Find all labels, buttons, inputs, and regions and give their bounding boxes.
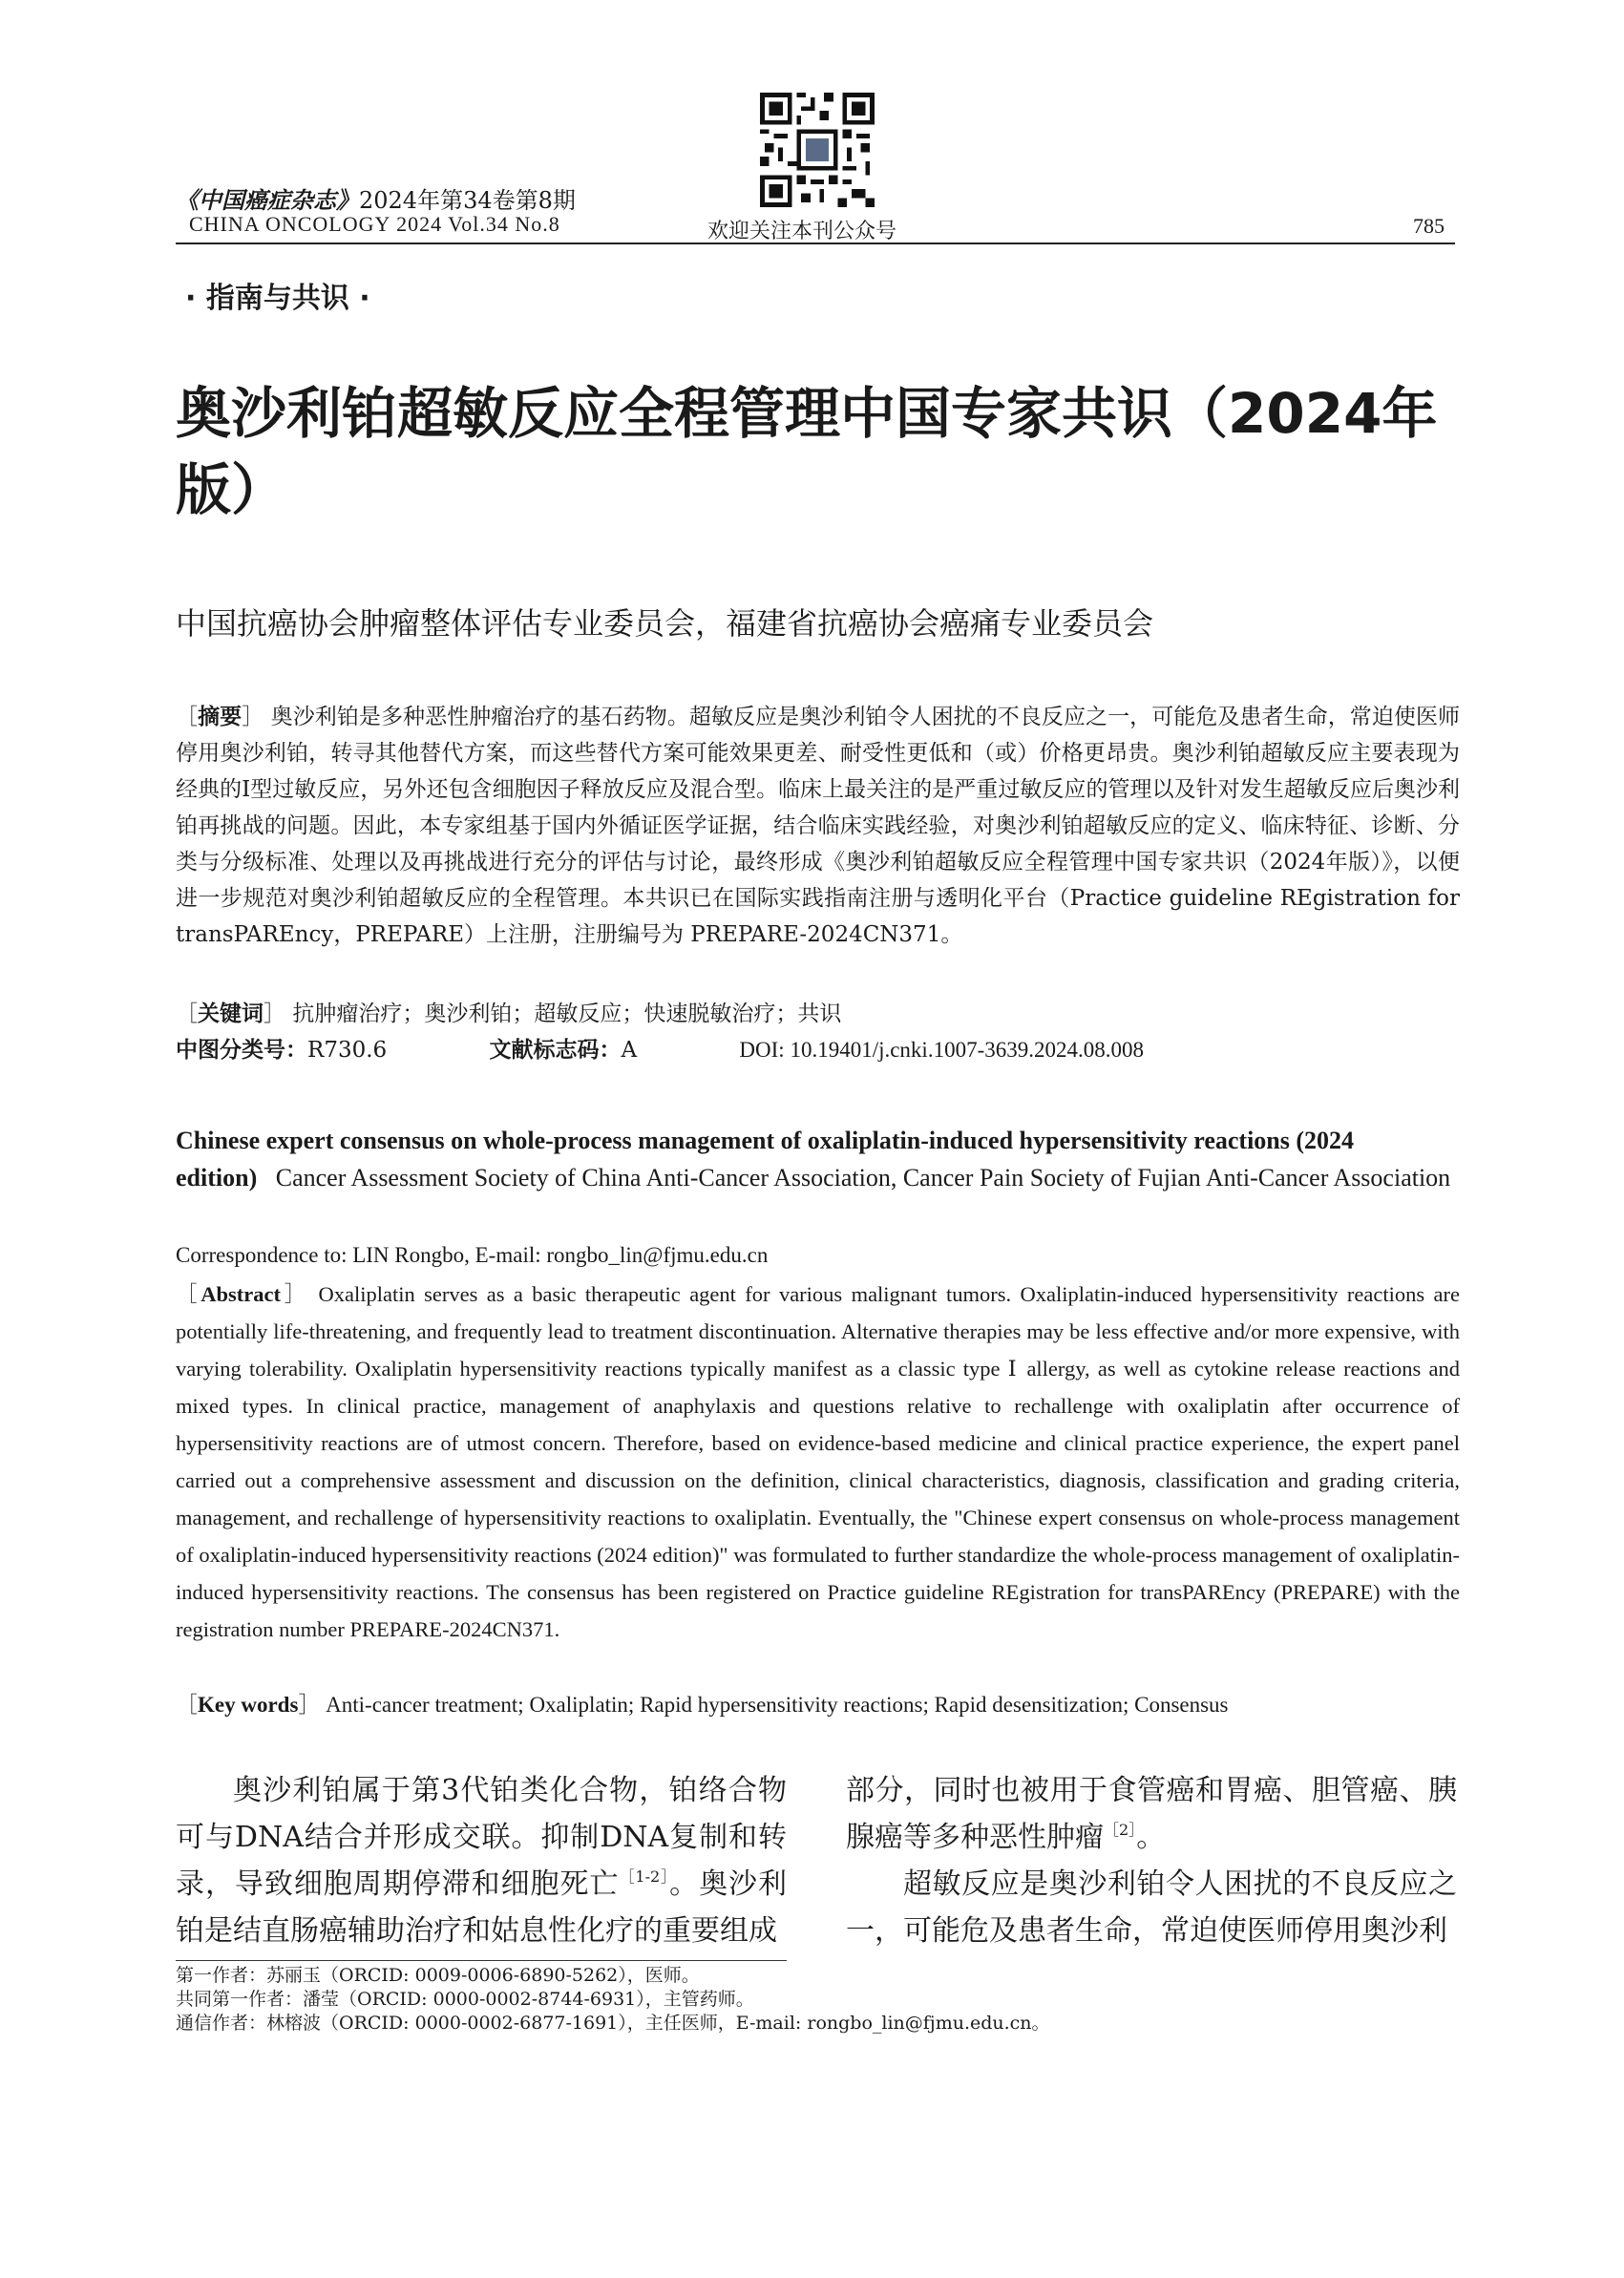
doi-text: DOI: 10.19401/j.cnki.1007-3639.2024.08.008 (739, 1038, 1144, 1062)
journal-header-cn (176, 181, 576, 215)
journal-issue: 2024年第34卷第8期 (359, 187, 576, 214)
page-number: 785 (1413, 214, 1445, 238)
abstract-cn-label: 摘要 (198, 705, 243, 729)
qr-code-icon (760, 93, 875, 207)
abstract-cn: ［摘要］ 奥沙利铂是多种恶性肿瘤治疗的基石药物。超敏反应是奥沙利铂令人困扰的不良反应之一，可能危及患者生命，常迫使医师停用奥沙利铂，转寻其他替代方案，而这些替代方案可能效果更差、耐受性更低和（或）价格更昂贵。奥沙利铂超敏反应主要表现为经典的Ⅰ型过敏反应，另外还包含细胞因子释放反应及混合型。临床上最关注的是严重过敏反应的管理以及针对发生超敏反应后奥沙利铂再挑战的问题。因此，本专家组基于国内外循证医学证据，结合临床实践经验，对奥沙利铂超敏反应的定义、临床特征、诊断、分类与分级标准、处理以及再挑战进行充分的评估与讨论，最终形成《奥沙利铂超敏反应全程管理中国专家共识（2024年版）》，以便进一步规范对奥沙利铂超敏反应的全程管理。本共识已在国际实践指南注册与透明化平台（Practice guideline REgistration for transPAREncy，PREPARE）上注册，注册编号为 PREPARE-2024CN371。 (176, 705, 1461, 947)
qr-caption: 欢迎关注本刊公众号 (707, 220, 897, 243)
keywords-en-label: Key words (198, 1693, 299, 1717)
body-paragraph: 超敏反应是奥沙利铂令人困扰的不良反应之一，可能危及患者生命，常迫使医师停用奥沙利 (846, 1867, 1457, 1948)
journal-header-en: CHINA ONCOLOGY 2024 Vol.34 No.8 (189, 212, 560, 236)
keywords-en-text: Anti-cancer treatment; Oxaliplatin; Rapid hypersensitivity reactions; Rapid desensitization; Consensus (326, 1693, 1229, 1717)
doc-code-value: A (621, 1038, 638, 1063)
article-authors: 中国抗癌协会肿瘤整体评估专业委员会，福建省抗癌协会癌痛专业委员会 (176, 605, 1154, 642)
body-paragraph: 部分，同时也被用于食管癌和胃癌、胆管癌、胰腺癌等多种恶性肿瘤$^{[2]}$。 (846, 1774, 1457, 1854)
abstract-cn-text: 奥沙利铂是多种恶性肿瘤治疗的基石药物。超敏反应是奥沙利铂令人困扰的不良反应之一，可能危及患者生命，常迫使医师停用奥沙利铂，转寻其他替代方案，而这些替代方案可能效果更差、耐受性更低和（或）价格更昂贵。奥沙利铂超敏反应主要表现为经典的Ⅰ型过敏反应，另外还包含细胞因子释放反应及混合型。临床上最关注的是严重过敏反应的管理以及针对发生超敏反应后奥沙利铂再挑战的问题。因此，本专家组基于国内外循证医学证据，结合临床实践经验，对奥沙利铂超敏反应的定义、临床特征、诊断、分类与分级标准、处理以及再挑战进行充分的评估与讨论，最终形成《奥沙利铂超敏反应全程管理中国专家共识（2024年版）》，以便进一步规范对奥沙利铂超敏反应的全程管理。本共识已在国际实践指南注册与透明化平台（Practice guideline REgistration for transPAREncy，PREPARE）上注册，注册编号为 PREPARE-2024CN371。 (176, 705, 1461, 947)
abstract-en-text: Oxaliplatin serves as a basic therapeutic agent for various malignant tumors. Oxaliplatin-induced hypersensitivity reactions are potentially life-threatening, and frequently lead to treatment discontinuation. Alternative therapies may be less effective and/or more expensive, with varying tolerability. Oxaliplatin hypersensitivity reactions typically manifest as a classic type Ⅰ allergy, as well as cytokine release reactions and mixed types. In clinical practice, management of anaphylaxis and questions relative to rechallenge with oxaliplatin after occurrence of hypersensitivity reactions are of utmost concern. Therefore, based on evidence-based medicine and clinical practice experience, the expert panel carried out a comprehensive assessment and discussion on the definition, clinical characteristics, diagnosis, classification and grading criteria, management, and rechallenge of hypersensitivity reactions to oxaliplatin. Eventually, the "Chinese expert consensus on whole-process management of oxaliplatin-induced hypersensitivity reactions (2024 edition)" was formulated to further standardize the whole-process management of oxaliplatin-induced hypersensitivity reactions. The consensus has been registered on Practice guideline REgistration for transPAREncy (PREPARE) with the registration number PREPARE-2024CN371. (176, 1282, 1461, 1641)
english-authors: Cancer Assessment Society of China Anti-Cancer Association, Cancer Pain Society of Fujian Anti-Cancer Association (275, 1164, 1451, 1192)
body-column-right (846, 1767, 1457, 1954)
article-title: 奥沙利铂超敏反应全程管理中国专家共识（2024年版） (176, 381, 1438, 522)
keywords-cn-label: 关键词 (198, 1002, 264, 1026)
abstract-en: ［Abstract］ Oxaliplatin serves as a basic therapeutic agent for various malignant tumors. Oxaliplatin-induced hypersensitivity reactions are potentially life-threatening, and frequently lead to treatment discontinuation. Alternative therapies may be less effective and/or more expensive, with varying tolerability. Oxaliplatin hypersensitivity reactions typically manifest as a classic type Ⅰ allergy, as well as cytokine release reactions and mixed types. In clinical practice, management of anaphylaxis and questions relative to rechallenge with oxaliplatin after occurrence of hypersensitivity reactions are of utmost concern. Therefore, based on evidence-based medicine and clinical practice experience, the expert panel carried out a comprehensive assessment and discussion on the definition, clinical characteristics, diagnosis, classification and grading criteria, management, and rechallenge of hypersensitivity reactions to oxaliplatin. Eventually, the "Chinese expert consensus on whole-process management of oxaliplatin-induced hypersensitivity reactions (2024 edition)" was formulated to further standardize the whole-process management of oxaliplatin-induced hypersensitivity reactions. The consensus has been registered on Practice guideline REgistration for transPAREncy (PREPARE) with the registration number PREPARE-2024CN371. (176, 1282, 1461, 1641)
keywords-cn: ［关键词］ 抗肿瘤治疗；奥沙利铂；超敏反应；快速脱敏治疗；共识 (176, 1002, 842, 1026)
body-paragraph: 奥沙利铂属于第3代铂类化合物，铂络合物可与DNA结合并形成交联。抑制DNA复制和转录，导致细胞周期停滞和细胞死亡$^{[1-2]}$。奥沙利铂是结直肠癌辅助治疗和姑息性化疗的重要组成 (176, 1774, 787, 1948)
keywords-cn-text: 抗肿瘤治疗；奥沙利铂；超敏反应；快速脱敏治疗；共识 (292, 1002, 842, 1026)
classification-line (176, 1032, 1192, 1064)
citation-ref: ［2］ (1104, 1821, 1137, 1839)
header-divider (176, 243, 1455, 244)
clc-value: R730.6 (307, 1038, 388, 1063)
footnote-first-author: 第一作者：苏丽玉（ORCID: 0009-0006-6890-5262），医师。 (176, 1965, 700, 1986)
english-title: Chinese expert consensus on whole-process management of oxaliplatin-induced hypersensitivity reactions (2024 edition) (176, 1127, 1355, 1192)
journal-name: 《中国癌症杂志》 (176, 186, 359, 214)
correspondence: Correspondence to: LIN Rongbo, E-mail: rongbo_lin@fjmu.edu.cn (176, 1243, 769, 1267)
footnote-co-first-author: 共同第一作者：潘莹（ORCID: 0000-0002-8744-6931），主管药师。 (176, 1989, 754, 2010)
citation-ref: ［1-2］ (619, 1867, 670, 1886)
abstract-en-label: Abstract (200, 1282, 282, 1306)
english-title-block (176, 1122, 1460, 1196)
body-column-left (176, 1767, 787, 1954)
keywords-en: ［Key words］ Anti-cancer treatment; Oxaliplatin; Rapid hypersensitivity reactions; Rapid desensitization; Consensus (176, 1693, 1229, 1717)
doc-code-label: 文献标志码： (489, 1038, 622, 1063)
clc-label: 中图分类号： (176, 1038, 307, 1063)
footnote-corresponding-author: 通信作者：林榕波（ORCID: 0000-0002-6877-1691），主任医师，E-mail: rongbo_lin@fjmu.edu.cn。 (176, 2013, 1050, 2034)
section-label: · 指南与共识 · (185, 282, 370, 315)
footnotes (176, 1964, 1460, 2035)
footnote-divider (176, 1960, 787, 1961)
